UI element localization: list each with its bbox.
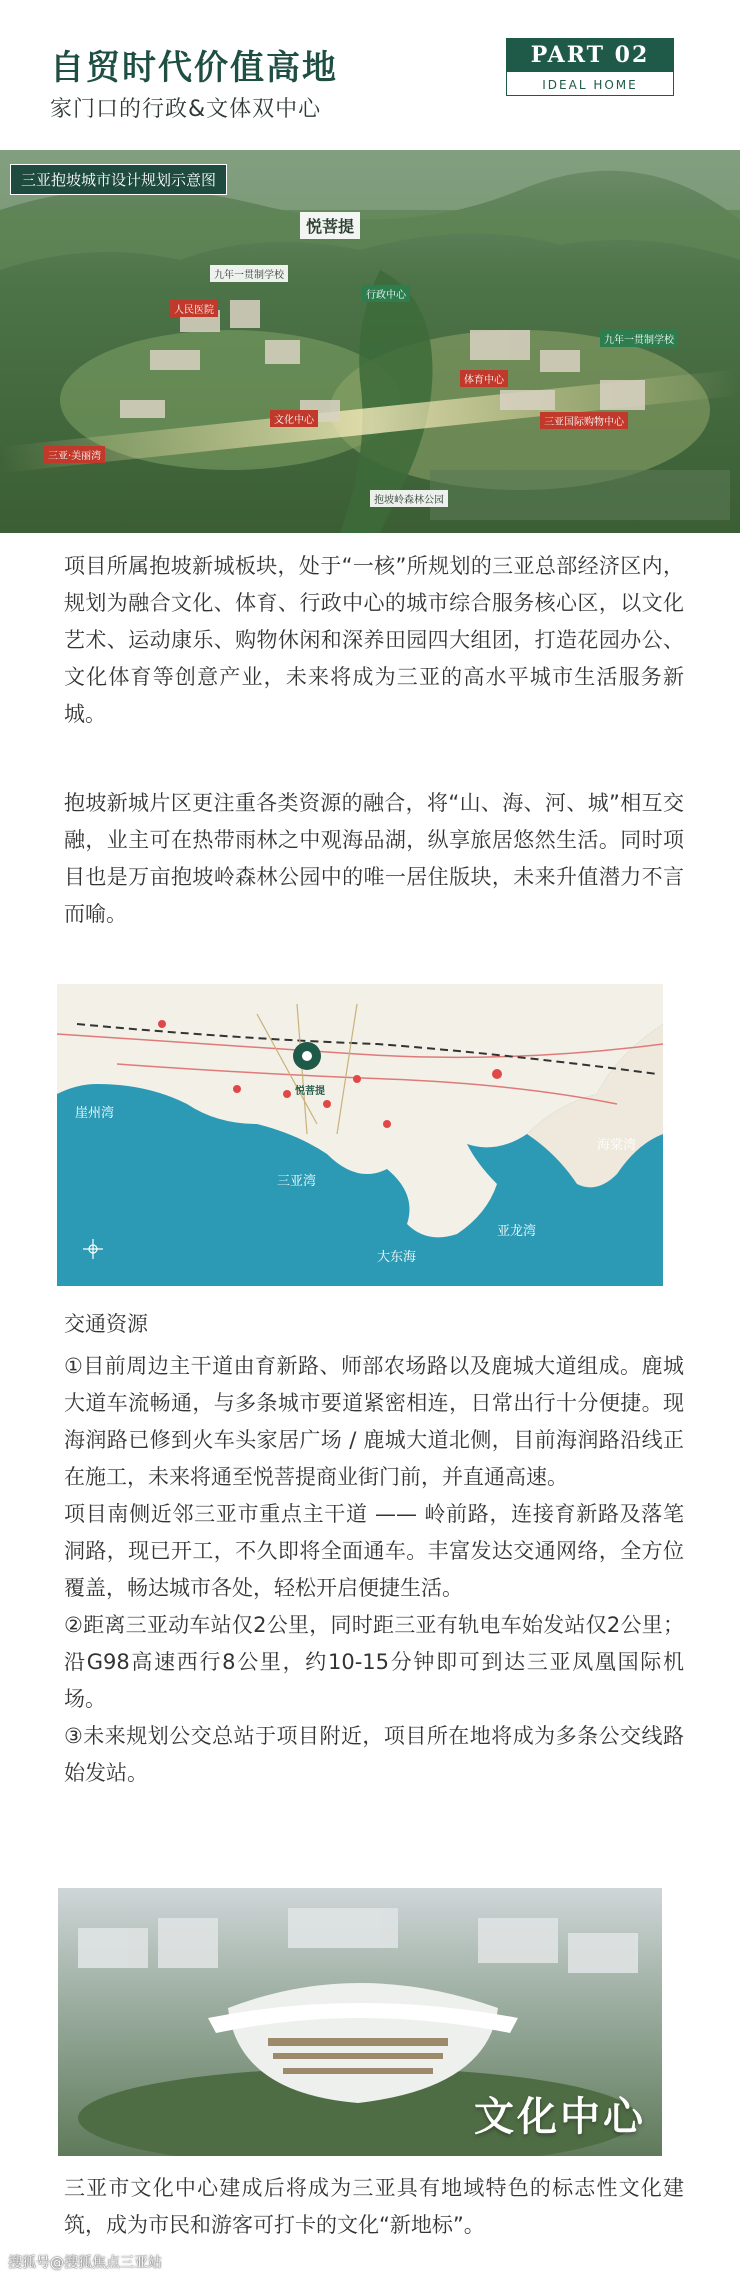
planning-aerial-image — [0, 150, 740, 533]
bay-label: 亚龙湾 — [497, 1224, 537, 1239]
planning-image-caption: 三亚抱坡城市设计规划示意图 — [10, 164, 227, 195]
map-label: 九年一贯制学校 — [210, 265, 288, 282]
map-label: 抱坡岭森林公园 — [370, 490, 448, 507]
map-label: 体育中心 — [460, 370, 508, 387]
map-label: 三亚·美丽湾 — [44, 446, 105, 463]
section-header — [0, 0, 740, 150]
traffic-item: ②距离三亚动车站仅2公里，同时距三亚有轨电车始发站仅2公里；沿G98高速西行8公里，约10-15分钟即可到达三亚凤凰国际机场。 — [64, 1613, 684, 1711]
bay-label: 海棠湾 — [597, 1138, 637, 1153]
traffic-list — [64, 1348, 684, 1792]
intro-paragraph: 项目所属抱坡新城板块，处于“一核”所规划的三亚总部经济区内，规划为融合文化、体育、行政中心的城市综合服务核心区，以文化艺术、运动康乐、购物休闲和深养田园四大组团，打造花园办公、文化体育等创意产业，未来将成为三亚的高水平城市生活服务新城。 — [64, 554, 684, 726]
location-map-illustration — [57, 984, 663, 1286]
bay-label: 崖州湾 — [75, 1106, 115, 1121]
traffic-heading: 交通资源 — [64, 1312, 148, 1336]
map-label: 九年一贯制学校 — [600, 330, 678, 347]
location-map — [57, 984, 663, 1286]
part-badge: PART 02 — [506, 38, 674, 72]
section-title: 自贸时代价值高地 — [50, 48, 338, 88]
section-subtitle: 家门口的行政&文体双中心 — [50, 97, 322, 122]
map-label: 文化中心 — [270, 410, 318, 427]
intro-paragraph: 抱坡新城片区更注重各类资源的融合，将“山、海、河、城”相互交融，业主可在热带雨林之中观海品湖，纵享旅居悠然生活。同时项目也是万亩抱坡岭森林公园中的唯一居住版块，未来升值潜力不言而喻。 — [64, 791, 684, 926]
brand-tag: IDEAL HOME — [542, 78, 638, 92]
project-callout: 悦菩提 — [300, 212, 360, 239]
watermark: 搜狐号@搜狐焦点三亚站 — [8, 2255, 162, 2271]
map-label: 三亚国际购物中心 — [540, 412, 628, 429]
traffic-item: ③未来规划公交总站于项目附近，项目所在地将成为多条公交线路始发站。 — [64, 1724, 684, 1785]
culture-center-render — [58, 1888, 662, 2156]
project-marker-label: 悦菩提 — [295, 1086, 325, 1097]
traffic-item: ①目前周边主干道由育新路、师部农场路以及鹿城大道组成。鹿城大道车流畅通，与多条城市要道紧密相连，日常出行十分便捷。现海润路已修到火车头家居广场 / 鹿城大道北侧，目前海润路沿线正在施工，未来将通至悦菩提商业街门前，并直通高速。 — [64, 1354, 684, 1489]
traffic-item: 项目南侧近邻三亚市重点主干道 —— 岭前路，连接育新路及落笔洞路，现已开工，不久即将全面通车。丰富发达交通网络，全方位覆盖，畅达城市各处，轻松开启便捷生活。 — [64, 1502, 684, 1600]
map-label: 人民医院 — [170, 300, 218, 317]
bay-label: 三亚湾 — [277, 1174, 317, 1189]
culture-image-label: 文化中心 — [474, 2094, 646, 2140]
bay-label: 大东海 — [377, 1250, 417, 1265]
culture-paragraph: 三亚市文化中心建成后将成为三亚具有地域特色的标志性文化建筑，成为市民和游客可打卡的文化“新地标”。 — [64, 2176, 684, 2237]
map-label: 行政中心 — [362, 285, 410, 302]
